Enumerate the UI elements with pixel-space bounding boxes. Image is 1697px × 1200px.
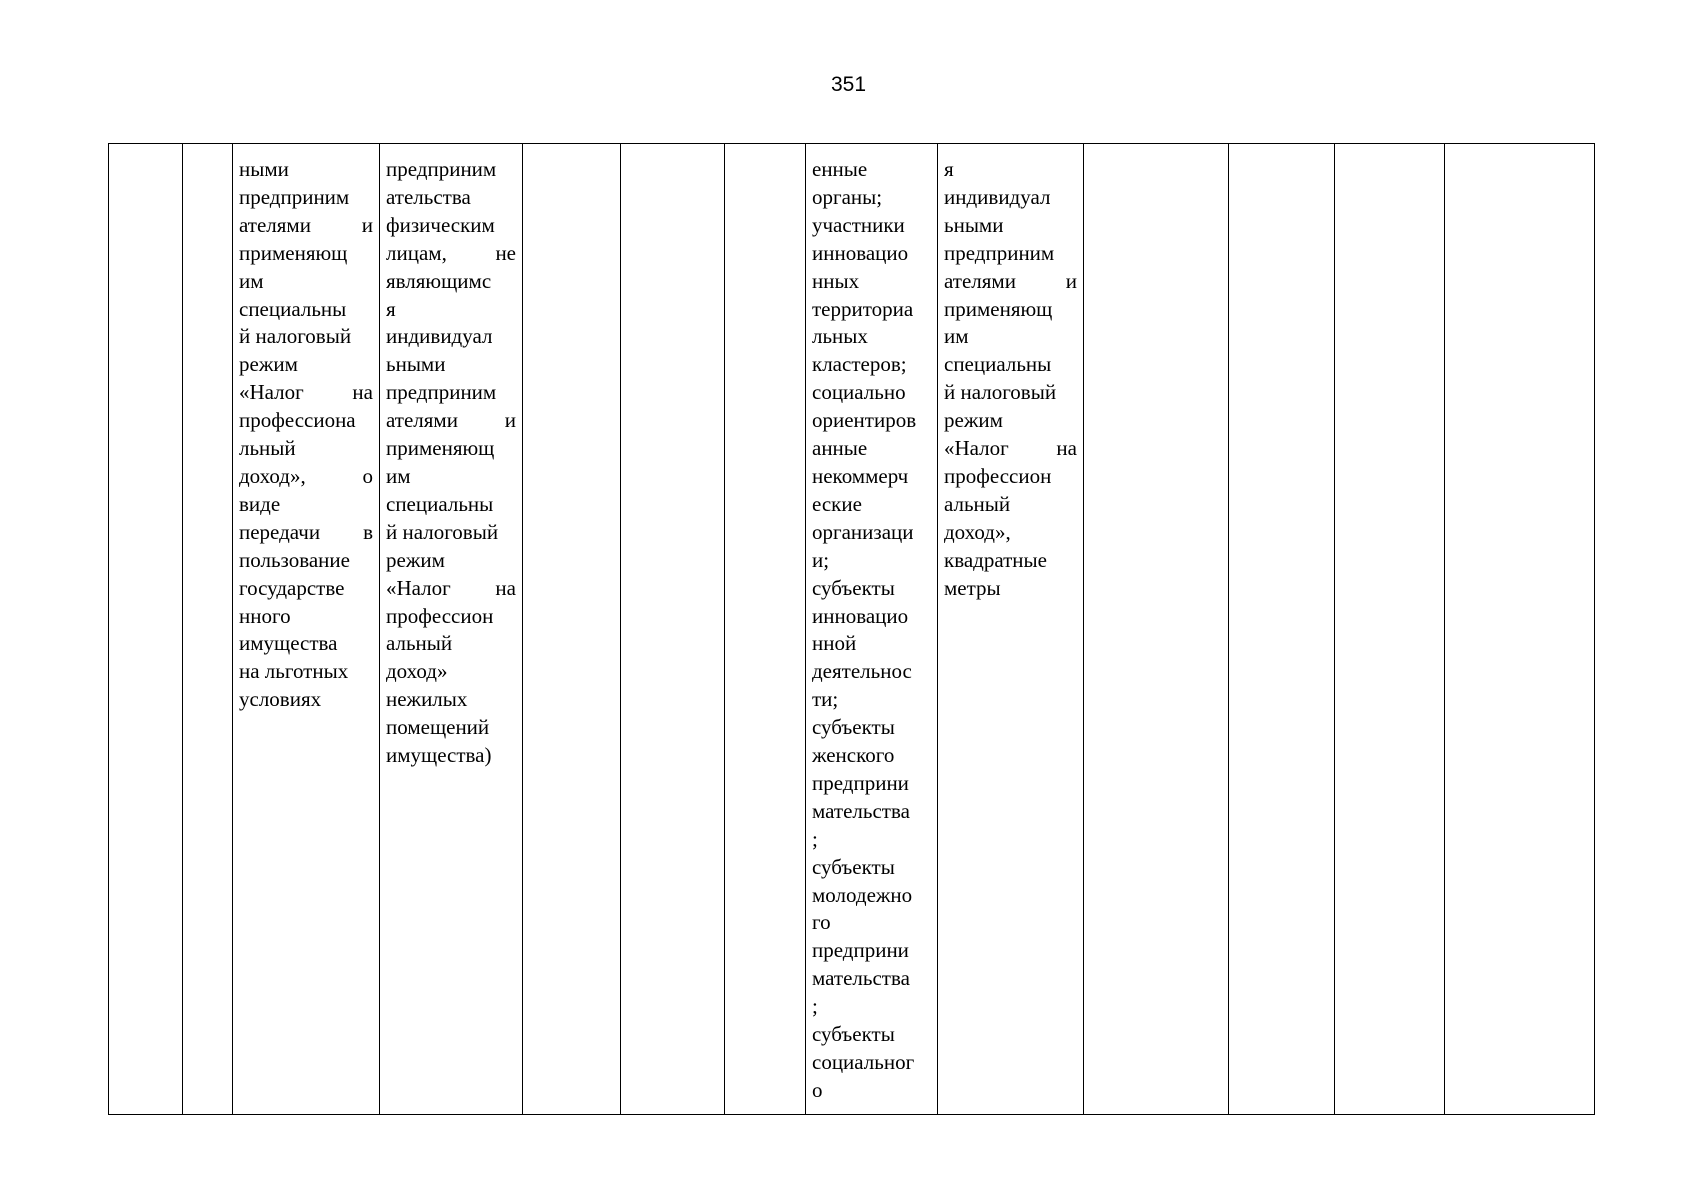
cell-text-line: й налоговый	[944, 380, 1057, 405]
cell-text-line: предприним	[386, 380, 497, 405]
table-cell-3	[233, 144, 380, 1115]
cell-text-line: нных	[812, 268, 860, 293]
cell-text-line: я	[944, 157, 954, 181]
cell-text-line: предприни	[812, 938, 909, 963]
cell-text-line: режим	[239, 352, 298, 377]
cell-text-line: субъекты	[812, 1022, 895, 1047]
cell-text-line: нежилых	[386, 687, 468, 712]
cell-text-line: я	[386, 296, 396, 321]
cell-text-line: применяющ	[239, 240, 348, 265]
data-table	[108, 143, 1595, 1115]
cell-text-line: деятельнос	[812, 659, 912, 684]
table-cell-11	[1229, 144, 1335, 1115]
cell-text-line: анные	[812, 436, 868, 461]
cell-text-line: ьными	[944, 212, 1004, 237]
cell-text-line: «Налог на	[386, 575, 516, 600]
table-cell-9	[938, 144, 1084, 1115]
page-number: 351	[830, 73, 867, 96]
cell-text-line: го	[812, 910, 831, 935]
cell-text-line: ными	[239, 157, 289, 181]
cell-text-line: субъекты	[812, 854, 895, 879]
cell-text-line: мательства	[812, 798, 910, 823]
cell-text-line: метры	[944, 575, 1001, 600]
cell-text-line: профессион	[944, 463, 1052, 488]
cell-text-line: доход»,	[944, 519, 1011, 544]
cell-text-line: имущества	[239, 631, 338, 656]
cell-text-line: организаци	[812, 519, 914, 544]
cell-text-line: участники	[812, 212, 905, 237]
cell-text-line: индивидуал	[944, 184, 1051, 209]
cell-text-line: передачи в	[239, 519, 373, 544]
cell-text-line: й налоговый	[239, 324, 352, 349]
cell-text-line: применяющ	[386, 436, 495, 461]
cell-text-line: режим	[386, 547, 445, 572]
table-cell-10	[1084, 144, 1229, 1115]
cell-text-line: мательства	[812, 966, 910, 991]
cell-text-line: предприним	[944, 240, 1055, 265]
table-cell-1	[109, 144, 183, 1115]
cell-text-line: ориентиров	[812, 408, 917, 433]
cell-text-line: предприним	[386, 157, 497, 181]
cell-text-line: ательства	[386, 184, 471, 209]
cell-text-line: доход», о	[239, 463, 373, 488]
cell-text-line: им	[386, 463, 411, 488]
table-cell-4	[380, 144, 523, 1115]
cell-text-line: предприни	[812, 770, 909, 795]
cell-text-line: социально	[812, 380, 906, 405]
cell-text-line: имущества)	[386, 743, 492, 768]
cell-text-line: ьными	[386, 352, 446, 377]
cell-text-line: специальны	[944, 352, 1052, 377]
cell-text-line: органы;	[812, 184, 883, 209]
cell-text-line: субъекты	[812, 715, 895, 740]
cell-text-line: альный	[386, 631, 453, 656]
cell-text-line: специальны	[386, 491, 494, 516]
cell-text-line: некоммерч	[812, 463, 909, 488]
cell-text-line: женского	[812, 743, 895, 768]
table-cell-12	[1335, 144, 1445, 1115]
cell-text-line: кластеров;	[812, 352, 907, 377]
cell-text-line: условиях	[239, 687, 322, 712]
cell-text-line: на льготных	[239, 659, 349, 684]
cell-text-line: еские	[812, 491, 862, 516]
cell-text-line: инновацио	[812, 603, 909, 628]
cell-text-line: альный	[944, 491, 1011, 516]
cell-text-line: нной	[812, 631, 857, 656]
cell-text-line: льных	[812, 324, 868, 349]
table-cell-5	[523, 144, 621, 1115]
cell-text-line: «Налог на	[239, 380, 373, 405]
cell-text-line: им	[944, 324, 969, 349]
cell-text-line: ателями и	[944, 268, 1077, 293]
cell-text-line: й налоговый	[386, 519, 499, 544]
cell-text-line: «Налог на	[944, 436, 1077, 461]
cell-text-line: физическим	[386, 212, 495, 237]
table-cell-8	[806, 144, 938, 1115]
cell-text-line: пользование	[239, 547, 350, 572]
table-cell-7	[725, 144, 806, 1115]
table-cell-2	[183, 144, 233, 1115]
cell-text-line: предприним	[239, 184, 350, 209]
cell-text-line: о	[812, 1077, 823, 1102]
cell-text-line: виде	[239, 491, 281, 516]
cell-text-line: ти;	[812, 687, 839, 712]
cell-text-line: молодежно	[812, 882, 913, 907]
cell-text-line: лицам, не	[386, 240, 516, 265]
table-cell-6	[621, 144, 725, 1115]
cell-text-line: квадратные	[944, 547, 1047, 572]
cell-text-line: помещений	[386, 715, 490, 740]
cell-text-line: профессион	[386, 603, 494, 628]
cell-text-line: льный	[239, 436, 296, 461]
cell-text-line: режим	[944, 408, 1003, 433]
cell-text-line: территориа	[812, 296, 914, 321]
cell-text-line: енные	[812, 157, 868, 181]
cell-text-line: применяющ	[944, 296, 1053, 321]
cell-text-line: ;	[812, 826, 818, 851]
cell-text-line: им	[239, 268, 264, 293]
cell-text-line: являющимс	[386, 268, 492, 293]
cell-text-line: инновацио	[812, 240, 909, 265]
cell-text-line: ателями и	[386, 408, 516, 433]
cell-text-line: социальног	[812, 1050, 915, 1074]
cell-text-line: государстве	[239, 575, 345, 600]
cell-text-line: ;	[812, 994, 818, 1019]
table-cell-13	[1445, 144, 1595, 1115]
cell-text-line: профессиона	[239, 408, 356, 433]
cell-text-line: субъекты	[812, 575, 895, 600]
cell-text-line: доход»	[386, 659, 448, 684]
cell-text-line: индивидуал	[386, 324, 493, 349]
table-row	[109, 144, 1595, 1115]
cell-text-line: нного	[239, 603, 291, 628]
cell-text-line: и;	[812, 547, 830, 572]
cell-text-line: специальны	[239, 296, 347, 321]
cell-text-line: ателями и	[239, 212, 373, 237]
